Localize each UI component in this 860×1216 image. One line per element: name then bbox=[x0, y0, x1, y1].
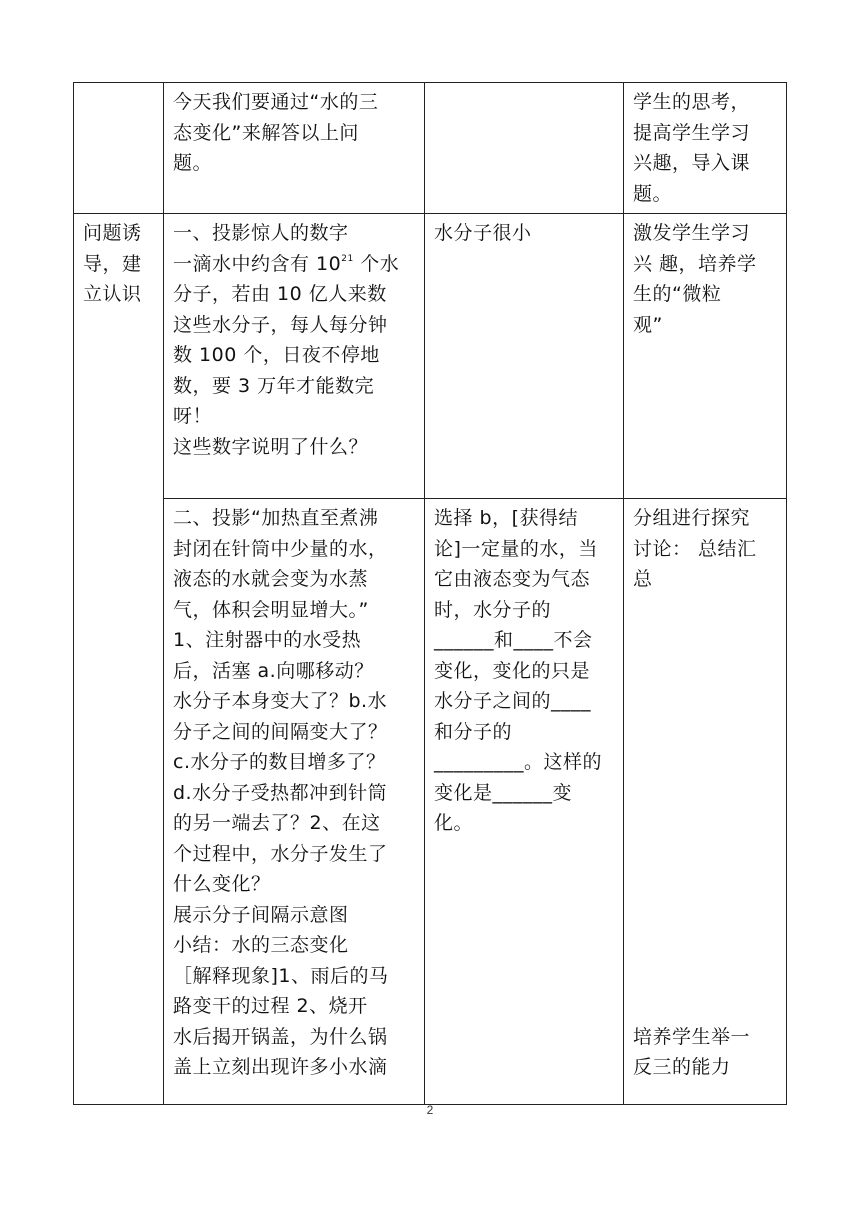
text-line: 盖上立刻出现许多小水滴 bbox=[173, 1056, 388, 1078]
text-line: 液态的水就会变为水蒸 bbox=[173, 568, 369, 590]
text-line: 兴趣，导入课 bbox=[633, 152, 751, 174]
text-line: 的另一端去了？2、在这 bbox=[173, 812, 381, 834]
cell-student-activity bbox=[425, 499, 624, 1105]
fill-in-blank-line: _________。这样的 bbox=[434, 751, 603, 773]
cell-design-intent bbox=[624, 499, 787, 1105]
text-line: 水分子本身变大了？b.水 bbox=[173, 690, 388, 712]
text-line: 一、投影惊人的数字 bbox=[173, 222, 349, 244]
text-line: 激发学生学习 bbox=[633, 222, 751, 244]
table-row bbox=[74, 499, 787, 1105]
cell-spacer bbox=[633, 595, 777, 1022]
text-line: ［解释现象]1、雨后的马 bbox=[173, 964, 389, 987]
cell-design-intent bbox=[624, 83, 787, 214]
table-row bbox=[74, 214, 787, 499]
text-line: 立认识 bbox=[83, 283, 142, 305]
text-line: 数，要 3 万年才能数完 bbox=[173, 374, 375, 397]
text-line: 题。 bbox=[173, 152, 213, 174]
text-line: 反三的能力 bbox=[633, 1056, 731, 1078]
text-line: c.水分子的数目增多了？ bbox=[173, 751, 386, 773]
text-line: 路变干的过程 2、烧开 bbox=[173, 995, 368, 1017]
cell-student-activity bbox=[425, 83, 624, 214]
fill-in-blank-line: 水分子之间的____ bbox=[434, 690, 592, 712]
text-line: 和分子的 bbox=[434, 720, 513, 743]
cell-stage bbox=[74, 83, 164, 214]
text-line: 学生的思考， bbox=[633, 91, 751, 113]
text-line: 它由液态变为气态 bbox=[434, 568, 591, 590]
text-line: 分子之间的间隔变大了？ bbox=[173, 720, 388, 743]
cell-stage bbox=[74, 214, 164, 1105]
text-line: 分子，若由 10 亿人来数 bbox=[173, 283, 387, 305]
text-line: 总 bbox=[633, 568, 653, 590]
text-line: 兴 趣，培养学 bbox=[633, 252, 757, 275]
text-line: 导，建 bbox=[83, 252, 142, 275]
text-line: 这些水分子，每人每分钟 bbox=[173, 313, 388, 336]
text-line: 选择 b，[获得结 bbox=[434, 507, 579, 529]
table-row bbox=[74, 83, 787, 214]
text-line: 水后揭开锅盖，为什么锅 bbox=[173, 1025, 388, 1048]
text-line: 小结：水的三态变化 bbox=[173, 934, 349, 956]
text-line: 什么变化？ bbox=[173, 873, 271, 895]
cell-teacher-activity bbox=[164, 499, 425, 1105]
text-line: 封闭在针筒中少量的水， bbox=[173, 537, 388, 560]
text-line: d.水分子受热都冲到针筒 bbox=[173, 781, 388, 804]
text-line: 生的“微粒 bbox=[633, 283, 722, 305]
text-line: 分组进行探究 bbox=[633, 507, 751, 529]
text-line: 变化，变化的只是 bbox=[434, 659, 591, 682]
text-line: 水分子很小 bbox=[434, 222, 532, 244]
lesson-plan-table bbox=[73, 82, 787, 1105]
text-line: 二、投影“加热直至煮沸 bbox=[173, 507, 379, 529]
text-line: 1、注射器中的水受热 bbox=[173, 629, 362, 651]
fill-in-blank-line: ______和____不会 bbox=[434, 629, 593, 651]
cell-design-intent bbox=[624, 214, 787, 499]
text-line: 培养学生举一 bbox=[633, 1025, 751, 1048]
text-line: 问题诱 bbox=[83, 222, 142, 244]
page-number: 2 bbox=[426, 1103, 434, 1117]
text-line: 讨论： 总结汇 bbox=[633, 537, 757, 560]
text-segment: 个水 bbox=[353, 252, 400, 275]
text-line-with-exponent bbox=[173, 249, 415, 280]
text-line: 论]一定量的水，当 bbox=[434, 537, 598, 560]
cell-teacher-activity bbox=[164, 83, 425, 214]
text-line: 提高学生学习 bbox=[633, 121, 751, 144]
cell-student-activity bbox=[425, 214, 624, 499]
cell-teacher-activity bbox=[164, 214, 425, 499]
text-line: 这些数字说明了什么？ bbox=[173, 435, 369, 458]
text-line: 时，水分子的 bbox=[434, 598, 552, 621]
exponent: 21 bbox=[341, 253, 354, 264]
text-line: 今天我们要通过“水的三 bbox=[173, 91, 379, 113]
fill-in-blank-line: 变化是______变 bbox=[434, 781, 573, 804]
text-line: 展示分子间隔示意图 bbox=[173, 903, 349, 926]
text-line: 呀！ bbox=[173, 405, 213, 427]
text-line: 化。 bbox=[434, 812, 474, 834]
text-line: 数 100 个，日夜不停地 bbox=[173, 344, 380, 366]
text-line: 题。 bbox=[633, 182, 673, 205]
text-line: 后，活塞 a.向哪移动？ bbox=[173, 659, 374, 682]
text-line: 态变化”来解答以上问 bbox=[173, 121, 359, 144]
text-line: 观” bbox=[633, 313, 663, 336]
text-segment: 一滴水中约含有 10 bbox=[173, 252, 342, 275]
text-line: 气，体积会明显增大。” bbox=[173, 598, 369, 621]
text-line: 个过程中，水分子发生了 bbox=[173, 842, 388, 865]
